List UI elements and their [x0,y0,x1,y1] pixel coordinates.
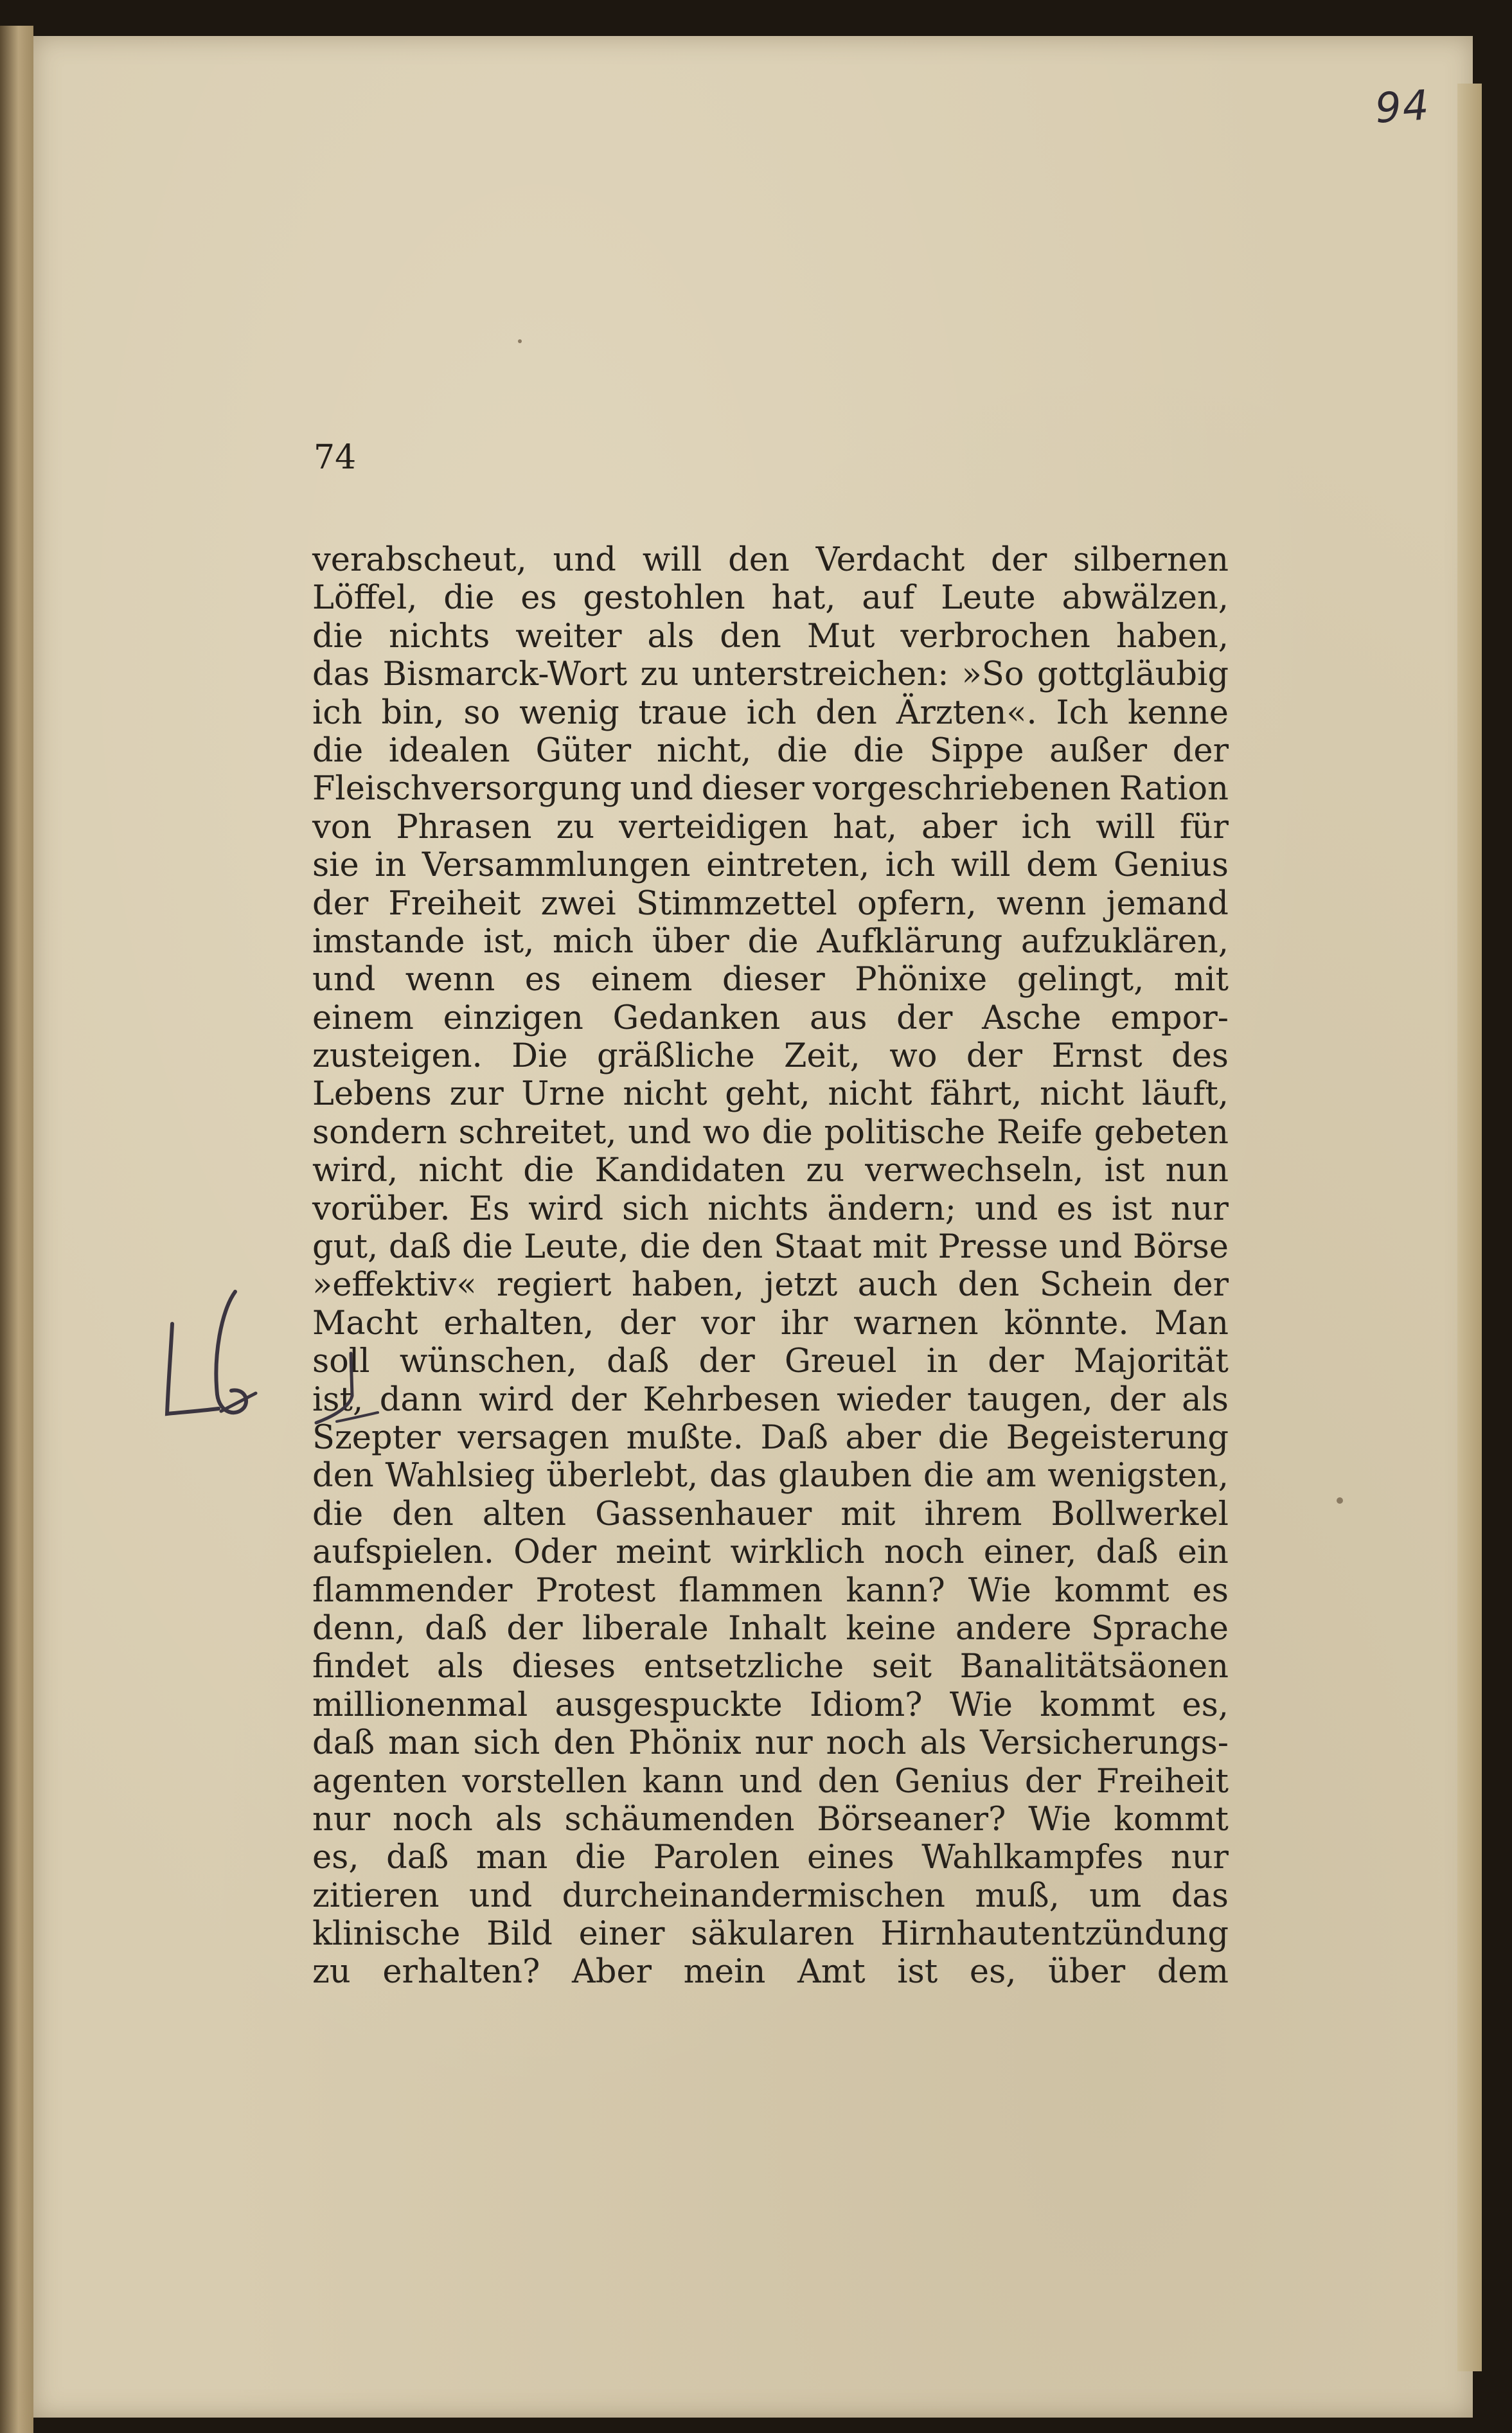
archive-folio-number: 94 [1373,82,1432,133]
text-line: verabscheut, und will den Verdacht der silbernen [312,541,1229,579]
text-line: Macht erhalten, der vor ihr warnen könnte. Man [312,1304,1229,1342]
text-line: imstande ist, mich über die Aufklärung aufzuklären, [312,922,1229,961]
text-line: Löffel, die es gestohlen hat, auf Leute abwälzen, [312,579,1229,618]
text-line: ist, dann wird der Kehrbesen wieder taugen, der als [312,1380,1229,1419]
text-line: den Wahlsieg überlebt, das glauben die am wenigsten, [312,1457,1229,1495]
paper-speck [518,339,522,343]
text-line: zitieren und durcheinandermischen muß, um das [312,1876,1229,1915]
text-line: Lebens zur Urne nicht geht, nicht fährt, nicht läuft, [312,1075,1229,1114]
text-line: nur noch als schäumenden Börseaner? Wie kommt [312,1800,1229,1839]
text-line: flammender Protest flammen kann? Wie kommt es [312,1571,1229,1610]
text-line: einem einzigen Gedanken aus der Asche empor- [312,999,1229,1037]
text-line: von Phrasen zu verteidigen hat, aber ich will für [312,808,1229,846]
text-line: der Freiheit zwei Stimmzettel opfern, wenn jemand [312,884,1229,923]
text-line: gut, daß die Leute, die den Staat mit Presse und Börse [312,1228,1229,1267]
text-line: Fleischversorgung und dieser vorgeschriebenen Ration [312,770,1229,808]
text-line: die nichts weiter als den Mut verbrochen haben, [312,617,1229,655]
page-stack-edge [1457,84,1482,2371]
text-line: agenten vorstellen kann und den Genius der Freiheit [312,1762,1229,1801]
text-line: das Bismarck-Wort zu unterstreichen: »So gottgläubig [312,655,1229,694]
body-text [312,541,1229,1992]
handwritten-margin-mark-icon [159,1285,275,1427]
text-line: zu erhalten? Aber mein Amt ist es, über dem [312,1953,1229,1992]
text-line: Szepter versagen mußte. Daß aber die Begeisterung [312,1418,1229,1457]
text-line: findet als dieses entsetzliche seit Banalitätsäonen [312,1648,1229,1686]
paper-speck [1337,1497,1343,1504]
text-line: sondern schreitet, und wo die politische Reife gebeten [312,1113,1229,1152]
text-line: sie in Versammlungen eintreten, ich will dem Genius [312,846,1229,885]
handwritten-correction-mark-icon [311,1351,382,1428]
text-line: denn, daß der liberale Inhalt keine andere Sprache [312,1609,1229,1648]
text-line: ich bin, so wenig traue ich den Ärzten«. Ich kenne [312,693,1229,732]
text-line: vorüber. Es wird sich nichts ändern; und es ist nur [312,1190,1229,1228]
text-line: zusteigen. Die gräßliche Zeit, wo der Ernst des [312,1037,1229,1076]
text-line: millionenmal ausgespuckte Idiom? Wie kommt es, [312,1686,1229,1724]
text-line: wird, nicht die Kandidaten zu verwechseln, ist nun [312,1152,1229,1190]
text-line: und wenn es einem dieser Phönixe gelingt, mit [312,961,1229,999]
page-number: 74 [314,438,357,477]
text-line: klinische Bild einer säkularen Hirnhautentzündung [312,1915,1229,1954]
text-line: daß man sich den Phönix nur noch als Versicherungs- [312,1724,1229,1763]
previous-page-edge [0,26,33,2433]
text-line: soll wünschen, daß der Greuel in der Majorität [312,1342,1229,1381]
text-line: die den alten Gassenhauer mit ihrem Bollwerkel [312,1495,1229,1533]
text-line: es, daß man die Parolen eines Wahlkampfes nur [312,1839,1229,1877]
text-line: aufspielen. Oder meint wirklich noch einer, daß ein [312,1533,1229,1572]
text-line: die idealen Güter nicht, die die Sippe außer der [312,731,1229,770]
text-line: »effektiv« regiert haben, jetzt auch den Schein der [312,1266,1229,1305]
